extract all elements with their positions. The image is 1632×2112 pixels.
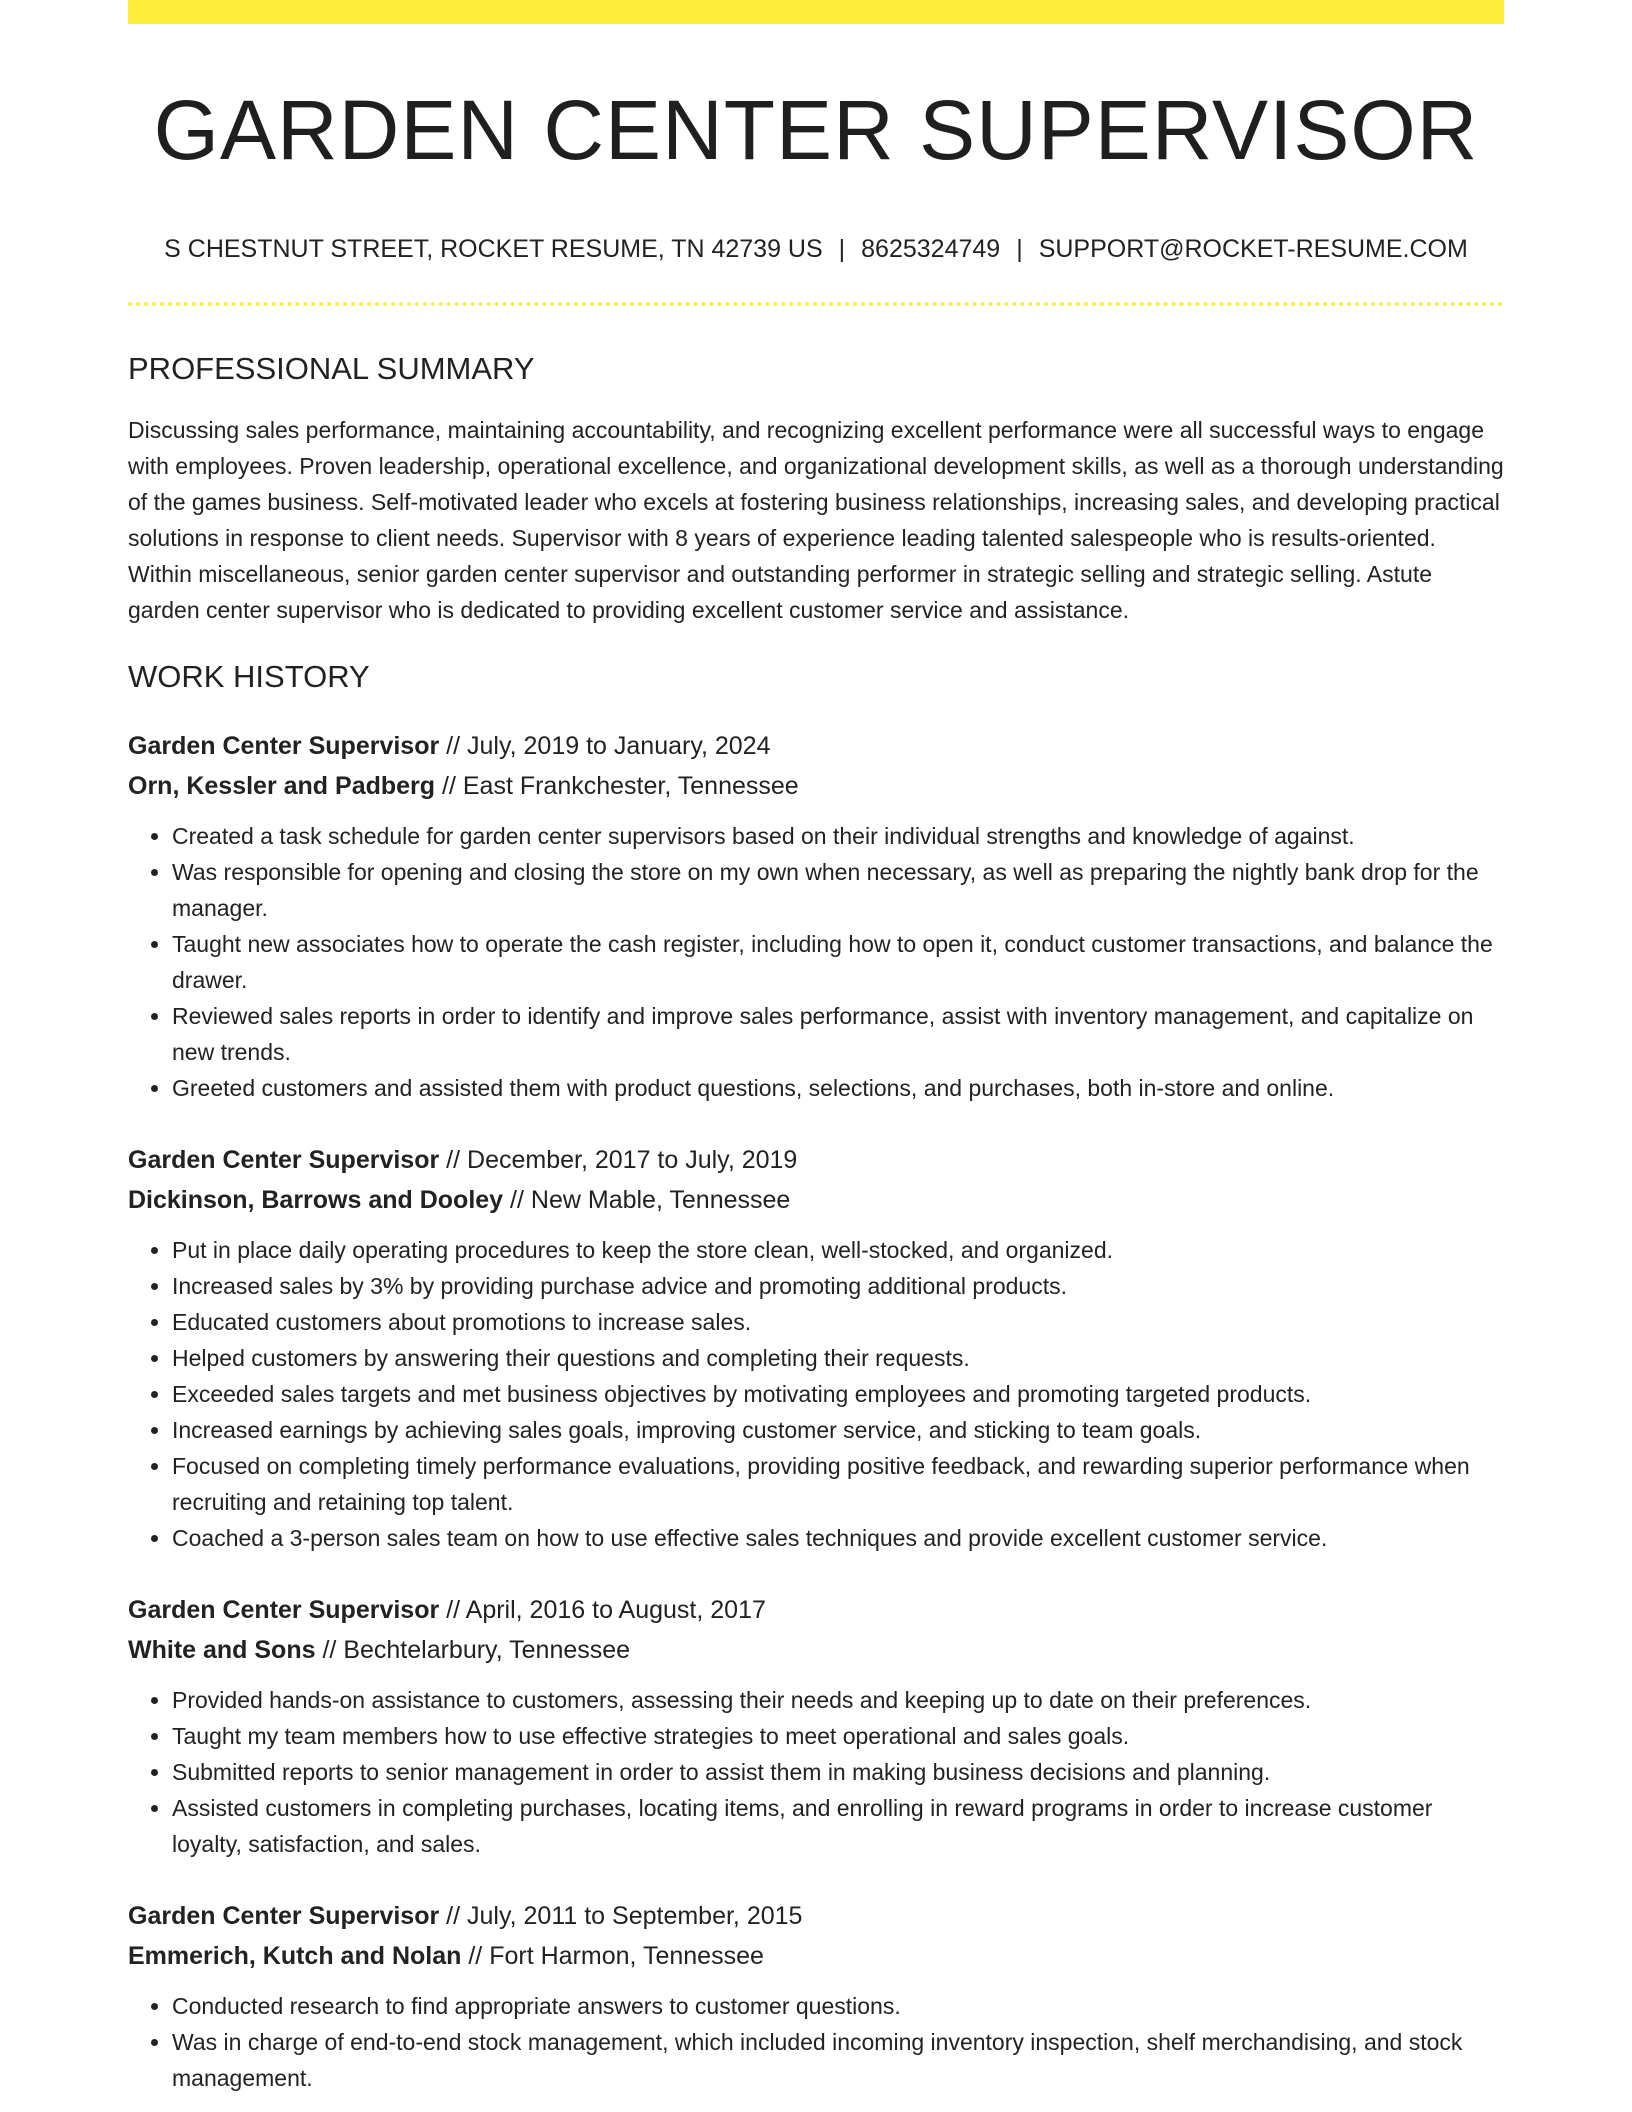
job-bullet: • Was in charge of end-to-end stock management, which included incoming inventory inspection, shelf merchandising, and stock management. xyxy=(172,2024,1504,2096)
job-title: Garden Center Supervisor xyxy=(128,1146,440,1174)
job-bullets xyxy=(128,1682,1504,1862)
job-bullet: • Taught my team members how to use effective strategies to meet operational and sales goals. xyxy=(172,1718,1504,1754)
job-company: Orn, Kessler and Padberg xyxy=(128,772,436,800)
job-bullet: • Helped customers by answering their questions and completing their requests. xyxy=(172,1340,1504,1376)
job-dates: December, 2017 to July, 2019 xyxy=(467,1146,798,1174)
job-bullet: • Was responsible for opening and closing the store on my own when necessary, as well as preparing the nightly bank drop for the manager. xyxy=(172,854,1504,926)
job-bullet: • Taught new associates how to operate the cash register, including how to open it, conduct customer transactions, and balance the drawer. xyxy=(172,926,1504,998)
job-bullet: • Provided hands-on assistance to customers, assessing their needs and keeping up to date on their preferences. xyxy=(172,1682,1504,1718)
job-company: Emmerich, Kutch and Nolan xyxy=(128,1942,462,1970)
job-location: Bechtelarbury, Tennessee xyxy=(343,1636,631,1664)
job-entry xyxy=(128,726,1504,1106)
job-delimiter: // xyxy=(468,1942,483,1970)
job-bullet: • Exceeded sales targets and met business objectives by motivating employees and promoting targeted products. xyxy=(172,1376,1504,1412)
header-divider xyxy=(128,302,1504,306)
job-delimiter: // xyxy=(322,1636,337,1664)
job-company-line xyxy=(128,1936,1504,1976)
job-location: East Frankchester, Tennessee xyxy=(462,772,799,800)
job-bullet: • Reviewed sales reports in order to identify and improve sales performance, assist with inventory management, and capitalize on new trends. xyxy=(172,998,1504,1070)
job-delimiter: // xyxy=(446,1902,461,1930)
job-bullet: • Submitted reports to senior management in order to assist them in making business decisions and planning. xyxy=(172,1754,1504,1790)
job-bullet: • Educated customers about promotions to increase sales. xyxy=(172,1304,1504,1340)
job-title: Garden Center Supervisor xyxy=(128,1902,440,1930)
job-title-line xyxy=(128,1896,1504,1936)
job-title-line xyxy=(128,1140,1504,1180)
job-bullets xyxy=(128,1232,1504,1556)
job-bullets xyxy=(128,818,1504,1106)
job-bullet: • Created a task schedule for garden center supervisors based on their individual strengths and knowledge of against. xyxy=(172,818,1504,854)
summary-text: Discussing sales performance, maintaining accountability, and recognizing excellent performance were all successful ways to engage with employees. Proven leadership, operational excellence, and organizational development skills, as well as a thorough understanding of the games business. Self-motivated leader who excels at fostering business relationships, increasing sales, and developing practical solutions in response to client needs. Supervisor with 8 years of experience leading talented salespeople who is results-oriented. Within miscellaneous, senior garden center supervisor and outstanding performer in strategic selling and strategic selling. Astute garden center supervisor who is dedicated to providing excellent customer service and assistance. xyxy=(128,417,1504,623)
job-bullet: • Assisted customers in completing purchases, locating items, and enrolling in reward programs in order to increase customer loyalty, satisfaction, and sales. xyxy=(172,1790,1504,1862)
job-entry xyxy=(128,1590,1504,1862)
job-entry xyxy=(128,1140,1504,1556)
job-bullet: • Conducted research to find appropriate answers to customer questions. xyxy=(172,1988,1504,2024)
job-bullet: • Greeted customers and assisted them with product questions, selections, and purchases, both in-store and online. xyxy=(172,1070,1504,1106)
job-company: White and Sons xyxy=(128,1636,316,1664)
job-bullets xyxy=(128,1988,1504,2096)
job-bullet: • Coached a 3-person sales team on how to use effective sales techniques and provide excellent customer service. xyxy=(172,1520,1504,1556)
job-company: Dickinson, Barrows and Dooley xyxy=(128,1186,504,1214)
work-history-heading: WORK HISTORY xyxy=(128,659,370,694)
job-delimiter: // xyxy=(446,1146,461,1174)
job-company-line xyxy=(128,766,1504,806)
job-dates: April, 2016 to August, 2017 xyxy=(465,1596,766,1624)
job-title: Garden Center Supervisor xyxy=(128,1596,440,1624)
job-company-line xyxy=(128,1630,1504,1670)
contact-address: S CHESTNUT STREET, ROCKET RESUME, TN 42739 US xyxy=(164,235,823,263)
contact-separator: | xyxy=(1016,235,1023,263)
job-location: Fort Harmon, Tennessee xyxy=(489,1942,764,1970)
job-bullet: • Focused on completing timely performance evaluations, providing positive feedback, and rewarding superior performance when recruiting and retaining top talent. xyxy=(172,1448,1504,1520)
contact-phone: 8625324749 xyxy=(861,235,1001,263)
job-dates: July, 2011 to September, 2015 xyxy=(467,1902,803,1930)
summary-heading: PROFESSIONAL SUMMARY xyxy=(128,351,535,386)
contact-separator: | xyxy=(838,235,846,263)
job-delimiter: // xyxy=(446,732,461,760)
job-bullet: • Increased earnings by achieving sales goals, improving customer service, and sticking to team goals. xyxy=(172,1412,1504,1448)
job-title-line xyxy=(128,726,1504,766)
job-delimiter: // xyxy=(510,1186,524,1214)
job-title: Garden Center Supervisor xyxy=(128,732,440,760)
resume-content xyxy=(128,0,1504,2096)
contact-line xyxy=(128,234,1504,264)
job-delimiter: // xyxy=(446,1596,461,1624)
job-entry xyxy=(128,1896,1504,2096)
job-company-line xyxy=(128,1180,1504,1220)
job-bullet: • Increased sales by 3% by providing purchase advice and promoting additional products. xyxy=(172,1268,1504,1304)
job-delimiter: // xyxy=(442,772,456,800)
contact-email: SUPPORT@ROCKET-RESUME.COM xyxy=(1038,235,1468,263)
job-bullet: • Put in place daily operating procedures to keep the store clean, well-stocked, and organized. xyxy=(172,1232,1504,1268)
job-title-line xyxy=(128,1590,1504,1630)
resume-title: GARDEN CENTER SUPERVISOR xyxy=(153,83,1479,177)
job-dates: July, 2019 to January, 2024 xyxy=(467,732,771,760)
job-location: New Mable, Tennessee xyxy=(530,1186,791,1214)
